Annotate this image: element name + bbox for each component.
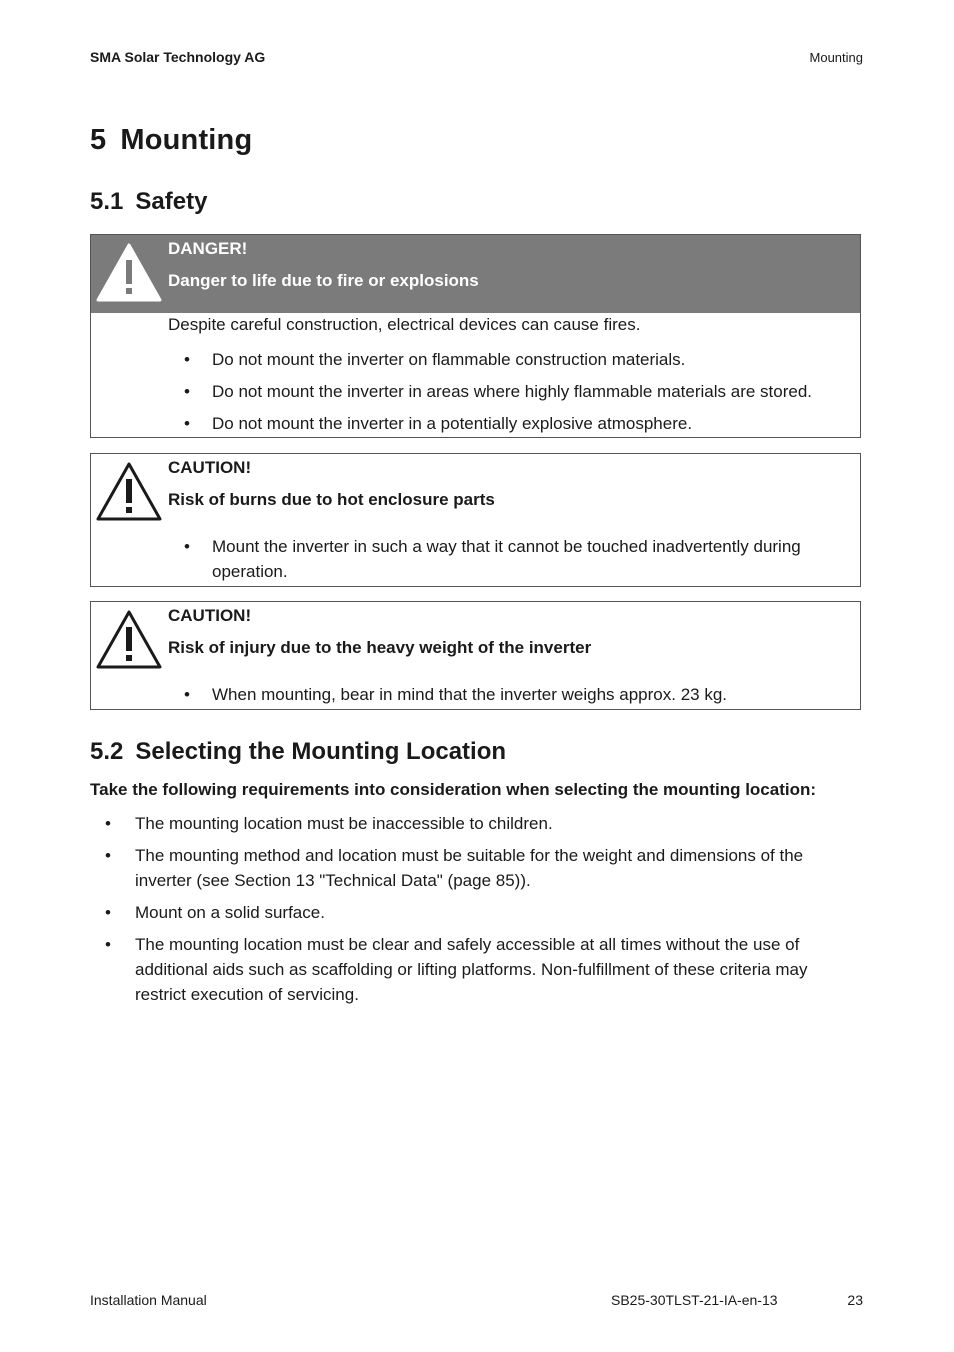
caution-box-weight xyxy=(90,601,861,710)
list-item: • Do not mount the inverter on flammable construction materials. xyxy=(168,347,860,372)
warning-triangle-icon xyxy=(96,242,162,302)
caution-signal-word: CAUTION! xyxy=(168,606,252,625)
list-item: • The mounting location must be inaccessible to children. xyxy=(90,811,850,836)
header-section: Mounting xyxy=(809,50,863,65)
list-item: • When mounting, bear in mind that the inverter weighs approx. 23 kg. xyxy=(168,682,860,707)
danger-title: Danger to life due to fire or explosions xyxy=(168,271,479,290)
caution-box-header xyxy=(91,454,860,534)
bullet-icon: • xyxy=(184,537,190,556)
caution-box-body xyxy=(91,682,860,707)
section-title: Selecting the Mounting Location xyxy=(135,738,507,765)
requirements-list xyxy=(90,811,850,1014)
caution-box-burns xyxy=(90,453,861,587)
chapter-title: Mounting xyxy=(120,124,253,156)
danger-intro: Despite careful construction, electrical devices can cause fires. xyxy=(168,315,641,334)
warning-triangle-icon xyxy=(96,461,162,521)
list-item: • The mounting method and location must be suitable for the weight and dimensions of the inverter (see Section 13 "Technical Data" (page 85)). xyxy=(90,843,850,893)
bullet-icon: • xyxy=(105,935,111,954)
list-item: • The mounting location must be clear and safely accessible at all times without the use of additional aids such as scaffolding or lifting platforms. Non-fulfillment of these criteria may restrict execution of servicing. xyxy=(90,932,850,1007)
header-company: SMA Solar Technology AG xyxy=(90,49,266,65)
caution-box-body xyxy=(91,534,860,584)
danger-list xyxy=(168,347,860,436)
footer-doc-code: SB25-30TLST-21-IA-en-13 xyxy=(611,1292,778,1308)
section-number: 5.1 xyxy=(90,188,124,215)
section-heading-safety xyxy=(90,188,207,216)
section-title: Safety xyxy=(135,188,208,215)
danger-box-body xyxy=(91,313,860,436)
danger-signal-word: DANGER! xyxy=(168,239,248,258)
section-heading-location xyxy=(90,738,506,766)
bullet-icon: • xyxy=(184,350,190,369)
caution-title: Risk of burns due to hot enclosure parts xyxy=(168,490,495,509)
caution-title: Risk of injury due to the heavy weight of the inverter xyxy=(168,638,592,657)
list-item: • Do not mount the inverter in a potentially explosive atmosphere. xyxy=(168,411,860,436)
footer-doc-type: Installation Manual xyxy=(90,1292,207,1308)
bullet-icon: • xyxy=(105,814,111,833)
caution-signal-word: CAUTION! xyxy=(168,458,252,477)
list-item: • Do not mount the inverter in areas where highly flammable materials are stored. xyxy=(168,379,860,404)
warning-triangle-icon xyxy=(96,609,162,669)
caution-list xyxy=(168,534,860,584)
section-number: 5.2 xyxy=(90,738,124,765)
requirements-lead: Take the following requirements into consideration when selecting the mounting location: xyxy=(90,780,817,799)
footer-page-number: 23 xyxy=(847,1292,863,1308)
bullet-icon: • xyxy=(184,685,190,704)
list-item: • Mount the inverter in such a way that it cannot be touched inadvertently during operation. xyxy=(168,534,860,584)
danger-box-header xyxy=(91,235,860,313)
bullet-icon: • xyxy=(184,382,190,401)
bullet-icon: • xyxy=(105,903,111,922)
danger-box xyxy=(90,234,861,438)
bullet-icon: • xyxy=(105,846,111,865)
chapter-heading xyxy=(90,124,252,157)
chapter-number: 5 xyxy=(90,124,107,156)
caution-list xyxy=(168,682,860,707)
list-item: • Mount on a solid surface. xyxy=(90,900,850,925)
bullet-icon: • xyxy=(184,414,190,433)
caution-box-header xyxy=(91,602,860,682)
